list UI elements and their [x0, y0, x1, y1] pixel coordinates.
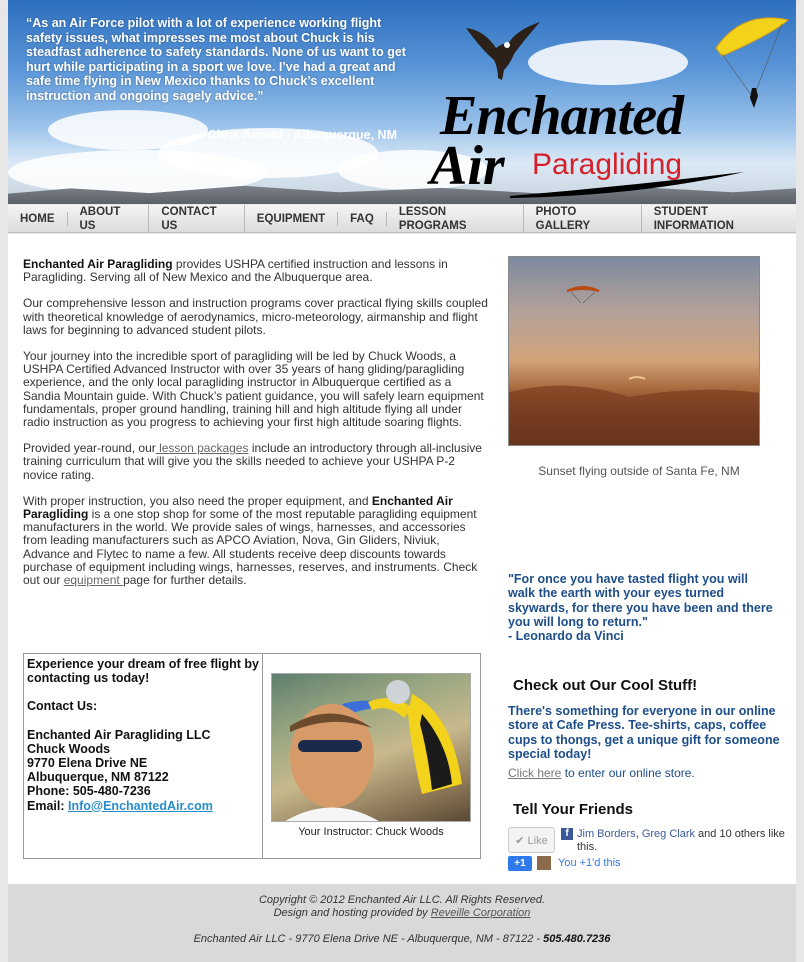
equipment-text-span: page for further details.	[123, 573, 247, 588]
nav-faq[interactable]: FAQ	[338, 212, 387, 226]
main-content	[8, 234, 796, 884]
logo-text-air: Air	[430, 135, 505, 197]
store-link-rest: to enter our online store.	[561, 766, 695, 780]
avatar	[537, 856, 551, 870]
facebook-like-button[interactable]: ✔ Like	[508, 827, 555, 853]
instructor-photo-art	[272, 674, 471, 822]
footer-design-text: Design and hosting provided by	[273, 907, 431, 919]
nav-student-information[interactable]: STUDENT INFORMATION	[653, 205, 734, 232]
nav-home[interactable]: HOME	[8, 212, 68, 226]
instructor-photo	[271, 673, 471, 822]
nav-photo-gallery[interactable]: PHOTO GALLERY	[524, 205, 642, 233]
store-link[interactable]: Click here	[508, 766, 562, 780]
contact-name: Chuck Woods	[27, 741, 111, 756]
eagle-icon	[464, 20, 542, 82]
like-separator: ,	[635, 828, 642, 840]
plus-one-text: +1'd this	[576, 857, 621, 869]
footer-address: Enchanted Air LLC - 9770 Elena Drive NE - Albuquerque, NM - 87122 -	[193, 933, 544, 945]
cool-stuff-title: Check out Our Cool Stuff!	[513, 677, 698, 694]
contact-headline: Experience your dream of free flight by contacting us today!	[27, 657, 260, 686]
lessons-paragraph	[23, 442, 488, 482]
nav-contact-us[interactable]: CONTACT US	[149, 205, 244, 233]
like-count-text: and 10 others like this.	[577, 828, 785, 853]
intro-text	[23, 258, 488, 600]
instructor-panel	[263, 654, 480, 858]
like-summary	[577, 828, 791, 854]
logo-swoosh-icon	[508, 170, 748, 200]
store-link-line	[508, 766, 695, 780]
contact-label: Contact Us:	[27, 699, 98, 714]
nav-about-us[interactable]: ABOUT US	[68, 205, 150, 233]
intro-text-span: provides USHPA certified instruction and lessons in Paragliding. Serving all of New Mexico and the Albuquerque area.	[23, 257, 448, 285]
header-banner	[8, 0, 796, 204]
google-plus-one-button[interactable]: +1	[508, 856, 532, 871]
cloud	[528, 40, 688, 85]
contact-email-line	[27, 799, 259, 813]
plus-one-you: You	[558, 857, 577, 869]
equipment-link[interactable]: equipment	[63, 573, 124, 588]
contact-street: 9770 Elena Drive NE	[27, 756, 148, 771]
da-vinci-quote	[508, 572, 778, 643]
footer	[8, 884, 796, 962]
testimonial-quote: “As an Air Force pilot with a lot of experience working flight safety issues, what impresses me most about Chuck is his steadfast adherence to safety standards. None of us want to get hurt while participating in a sport we love. I’ve had a great and safe time flying in New Mexico thanks to Chuck’s excellent instruction and ongoing sagely advice.”	[26, 16, 406, 103]
tell-friends-title: Tell Your Friends	[513, 801, 634, 818]
reveille-link[interactable]: Reveille Corporation	[430, 907, 531, 919]
testimonial-author: - Chris Arnold - Albuquerque, NM	[200, 128, 397, 142]
equipment-paragraph	[23, 495, 488, 587]
contact-info	[24, 654, 263, 858]
plus-one-summary	[558, 857, 621, 869]
photo-caption: Sunset flying outside of Santa Fe, NM	[538, 464, 740, 478]
contact-company: Enchanted Air Paragliding LLC	[27, 727, 211, 742]
friend-link-jim[interactable]: Jim Borders	[577, 828, 636, 840]
lesson-packages-link[interactable]: lesson packages	[155, 441, 249, 456]
equipment-text-span: is a one stop shop for some of the most reputable paragliding equipment manufacturers in the world. We provide sales of wings, harnesses, and accessories from leading manufacturers such as APCO Aviation, Nova, Gin Gliders, Niviuk, Advance and Flytec to name a few. All students receive deep discounts towards purchase of equipment including wings, harnesses, reserves, and instruments. Check out our	[23, 507, 478, 588]
footer-copyright: Copyright © 2012 Enchanted Air LLC. All Rights Reserved.	[258, 894, 546, 906]
contact-box	[23, 653, 481, 859]
da-vinci-quote-text: "For once you have tasted flight you will walk the earth with your eyes turned skywards, for there you have been and there you will long to return."	[508, 572, 773, 629]
contact-city: Albuquerque, NM 87122	[27, 770, 169, 785]
footer-phone: 505.480.7236	[543, 933, 611, 945]
instructor-paragraph: Your journey into the incredible sport of paragliding will be led by Chuck Woods, a USHPA Certified Advanced Instructor with over 35 years of hang gliding/paragliding experience, and the only local paragliding instructor in Albuquerque certified as a Sandia Mountain guide. With Chuck’s patient guidance, you will safely learn equipment fundamentals, proper ground handling, training hill and high altitude flying all under radio instruction as you progress to achieving your first high altitude soaring flights.	[23, 349, 484, 430]
pilot-silhouette-icon	[746, 86, 762, 110]
nav-equipment[interactable]: EQUIPMENT	[245, 212, 338, 226]
equipment-text-span: With proper instruction, you also need the proper equipment, and	[23, 493, 372, 508]
programs-paragraph: Our comprehensive lesson and instruction programs cover practical flying skills coupled with theoretical knowledge of aerodynamics, micro-meteorology, airmanship and flight laws for beginning to advanced student pilots.	[23, 296, 488, 337]
friend-link-greg[interactable]: Greg Clark	[641, 828, 695, 840]
footer-address-line	[8, 933, 796, 945]
company-name: Enchanted Air Paragliding	[23, 493, 453, 522]
sunset-photo-art	[509, 257, 760, 446]
logo-text-paragliding: Paragliding	[532, 148, 683, 181]
da-vinci-quote-author: - Leonardo da Vinci	[508, 629, 624, 644]
email-link[interactable]: Info@EnchantedAir.com	[68, 798, 213, 813]
footer-design-line	[8, 907, 796, 919]
logo-text-enchanted: Enchanted	[440, 85, 684, 147]
facebook-icon: f	[561, 828, 573, 840]
contact-phone: Phone: 505-480-7236	[27, 784, 151, 799]
contact-email-label: Email:	[27, 798, 68, 813]
instructor-caption: Your Instructor: Chuck Woods	[298, 826, 444, 838]
main-nav	[8, 205, 796, 233]
company-name: Enchanted Air Paragliding	[23, 257, 173, 271]
nav-lesson-programs[interactable]: LESSON PROGRAMS	[387, 205, 524, 233]
sunset-flying-photo	[508, 256, 760, 446]
cool-stuff-text: There's something for everyone in our online store at Cafe Press. Tee-shirts, caps, coffee cups to thongs, get a unique gift for someone special today!	[508, 704, 780, 761]
lessons-text-span: Provided year-round, our	[23, 441, 156, 456]
lessons-text-span: include an introductory through all-inclusive training curriculum that will give you the skills needed to achieve your USHPA P-2 novice rating.	[23, 441, 482, 482]
intro-paragraph	[23, 258, 488, 284]
